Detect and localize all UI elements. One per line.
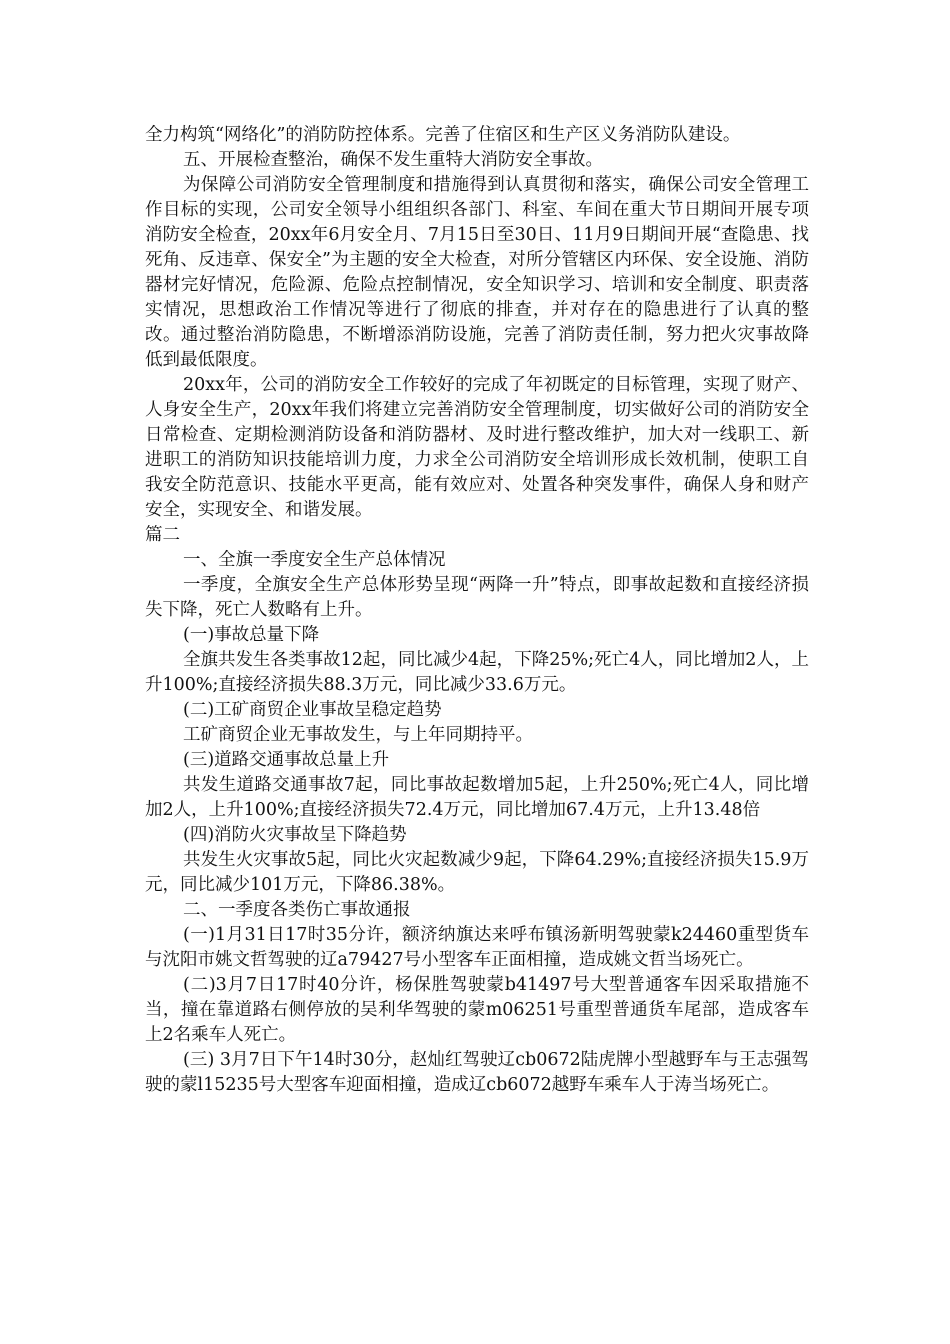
paragraph: 一季度，全旗安全生产总体形势呈现“两降一升”特点，即事故起数和直接经济损失下降，死亡人数略有上升。 — [145, 575, 809, 620]
part-heading: 篇二 — [145, 525, 180, 545]
paragraph: 共发生道路交通事故7起，同比事故起数增加5起，上升250%;死亡4人，同比增加2人，上升100%;直接经济损失72.4万元，同比增加67.4万元，上升13.48倍 — [145, 775, 809, 820]
paragraph: 20xx年，公司的消防安全工作较好的完成了年初既定的目标管理，实现了财产、人身安全生产，20xx年我们将建立完善消防安全管理制度，切实做好公司的消防安全日常检查、定期检测消防设备和消防器材、及时进行整改维护，加大对一线职工、新进职工的消防知识技能培训力度，力求全公司消防安全培训形成长效机制，使职工自我安全防范意识、技能水平更高，能有效应对、处置各种突发事件，确保人身和财产安全，实现安全、和谐发展。 — [145, 375, 809, 520]
subsection-heading: (四)消防火灾事故呈下降趋势 — [183, 825, 407, 845]
paragraph: 工矿商贸企业无事故发生，与上年同期持平。 — [183, 725, 533, 745]
section-heading: 二、一季度各类伤亡事故通报 — [183, 900, 411, 920]
section-heading: 一、全旗一季度安全生产总体情况 — [183, 550, 446, 570]
subsection-heading: (一)事故总量下降 — [183, 625, 320, 645]
paragraph: (一)1月31日17时35分许，额济纳旗达来呼布镇汤新明驾驶蒙k24460重型货车与沈阳市姚文哲驾驶的辽a79427号小型客车正面相撞，造成姚文哲当场死亡。 — [145, 925, 809, 970]
paragraph: 全旗共发生各类事故12起，同比减少4起，下降25%;死亡4人，同比增加2人，上升100%;直接经济损失88.3万元，同比减少33.6万元。 — [145, 650, 809, 695]
paragraph: 共发生火灾事故5起，同比火灾起数减少9起，下降64.29%;直接经济损失15.9万元，同比减少101万元，下降86.38%。 — [145, 850, 809, 895]
paragraph: 全力构筑“网络化”的消防防控体系。完善了住宿区和生产区义务消防队建设。 — [145, 125, 741, 145]
paragraph: (二)3月7日17时40分许，杨保胜驾驶蒙b41497号大型普通客车因采取措施不当，撞在靠道路右侧停放的吴利华驾驶的蒙m06251号重型普通货车尾部，造成客车上2名乘车人死亡。 — [145, 975, 809, 1045]
paragraph: 为保障公司消防安全管理制度和措施得到认真贯彻和落实，确保公司安全管理工作目标的实现，公司安全领导小组组织各部门、科室、车间在重大节日期间开展专项消防安全检查，20xx年6月安全月、7月15日至30日、11月9日期间开展“查隐患、找死角、反违章、保安全”为主题的安全大检查，对所分管辖区内环保、安全设施、消防器材完好情况，危险源、危险点控制情况，安全知识学习、培训和安全制度、职责落实情况，思想政治工作情况等进行了彻底的排查，并对存在的隐患进行了认真的整改。通过整治消防隐患，不断增添消防设施，完善了消防责任制，努力把火灾事故降低到最低限度。 — [145, 175, 809, 370]
subsection-heading: (二)工矿商贸企业事故呈稳定趋势 — [183, 700, 442, 720]
section-heading: 五、开展检查整治，确保不发生重特大消防安全事故。 — [183, 150, 603, 170]
document-page — [145, 123, 809, 1098]
subsection-heading: (三)道路交通事故总量上升 — [183, 750, 390, 770]
paragraph: (三) 3月7日下午14时30分，赵灿红驾驶辽cb0672陆虎牌小型越野车与王志强驾驶的蒙l15235号大型客车迎面相撞，造成辽cb6072越野车乘车人于涛当场死亡。 — [145, 1050, 809, 1095]
